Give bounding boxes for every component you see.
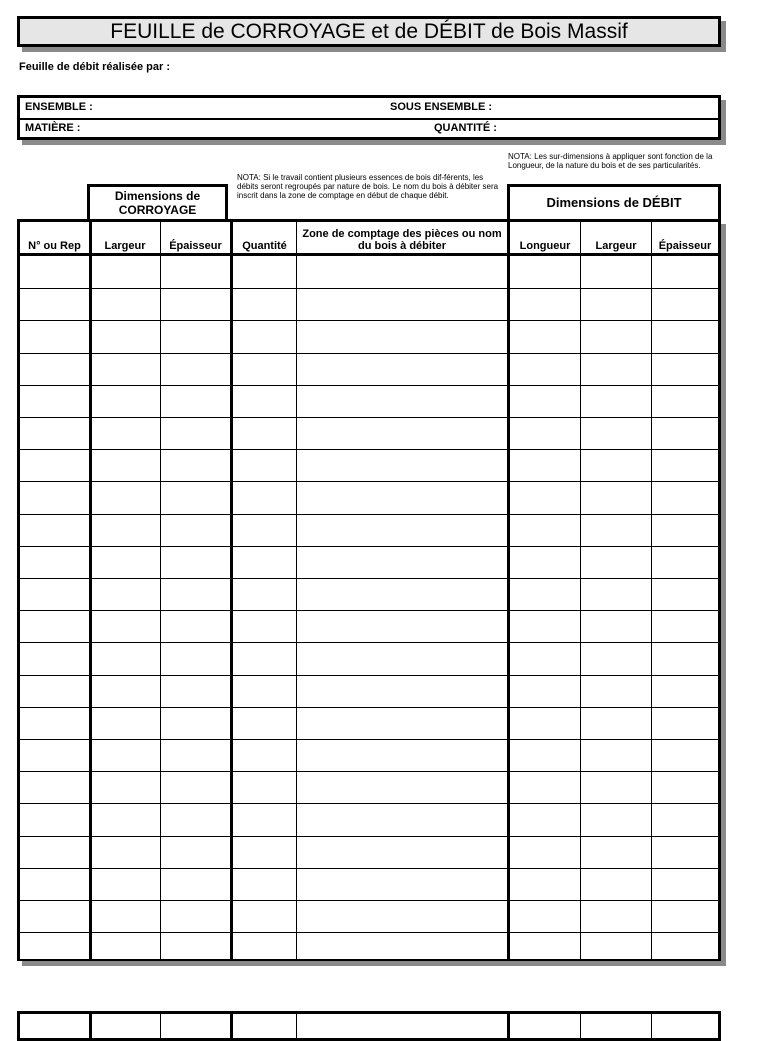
column-divider: [160, 222, 161, 959]
row-divider: [20, 320, 718, 321]
row-divider: [20, 900, 718, 901]
debit-group-header: Dimensions de DÉBIT: [507, 184, 721, 221]
header-divider: [20, 253, 718, 256]
bottom-table: [17, 1011, 721, 1041]
row-divider: [20, 642, 718, 643]
row-divider: [20, 353, 718, 354]
row-divider: [20, 932, 718, 933]
column-divider: [89, 222, 92, 959]
row-divider: [20, 610, 718, 611]
row-divider: [20, 675, 718, 676]
ensemble-label: ENSEMBLE :: [25, 101, 93, 113]
prepared-by-label: Feuille de débit réalisée par :: [19, 61, 170, 73]
cutting-table: [17, 219, 721, 961]
quantite-label: QUANTITÉ :: [434, 122, 497, 134]
matiere-label: MATIÈRE :: [25, 122, 81, 134]
column-divider: [230, 222, 233, 959]
column-divider: [580, 1014, 581, 1038]
column-divider: [296, 222, 297, 959]
column-divider: [160, 1014, 161, 1038]
row-divider: [20, 578, 718, 579]
column-divider: [507, 222, 510, 959]
column-divider: [651, 1014, 652, 1038]
column-divider: [230, 1014, 233, 1038]
row-divider: [20, 417, 718, 418]
col-header-epaisseur-debit: Épaisseur: [658, 240, 712, 252]
column-divider: [89, 1014, 92, 1038]
col-header-largeur-debit: Largeur: [595, 240, 637, 252]
row-divider: [20, 385, 718, 386]
col-header-quantite: Quantité: [242, 240, 287, 252]
corroyage-group-header: Dimensions de CORROYAGE: [87, 184, 228, 221]
col-header-zone-comptage: Zone de comptage des pièces ou nom du bois à débiter: [302, 228, 502, 252]
row-divider: [20, 803, 718, 804]
column-divider: [507, 1014, 510, 1038]
ensemble-info-box: [17, 95, 721, 140]
row-divider: [20, 288, 718, 289]
row-divider: [20, 739, 718, 740]
col-header-largeur-corroyage: Largeur: [104, 240, 146, 252]
row-divider: [20, 868, 718, 869]
nota-right: NOTA: Les sur-dimensions à appliquer sont fonction de la Longueur, de la nature du bois et de ses particularités.: [508, 152, 713, 170]
row-divider: [20, 514, 718, 515]
row-divider: [20, 481, 718, 482]
row-divider: [20, 771, 718, 772]
sheet-title: FEUILLE de CORROYAGE et de DÉBIT de Bois Massif: [17, 16, 721, 47]
column-divider: [580, 222, 581, 959]
row-divider: [20, 707, 718, 708]
row-divider: [20, 449, 718, 450]
column-divider: [296, 1014, 297, 1038]
ensemble-divider: [20, 118, 718, 120]
col-header-rep: N° ou Rep: [28, 240, 81, 252]
nota-left: NOTA: Si le travail contient plusieurs essences de bois dif-férents, les débits seront regroupés par nature de bois. Le nom du bois à débiter sera inscrit dans la zone de comptage en début de chaque débit.: [237, 173, 499, 200]
sous-ensemble-label: SOUS ENSEMBLE :: [390, 101, 493, 113]
column-divider: [651, 222, 652, 959]
row-divider: [20, 546, 718, 547]
row-divider: [20, 836, 718, 837]
col-header-epaisseur-corroyage: Épaisseur: [169, 240, 222, 252]
col-header-longueur: Longueur: [519, 240, 571, 252]
